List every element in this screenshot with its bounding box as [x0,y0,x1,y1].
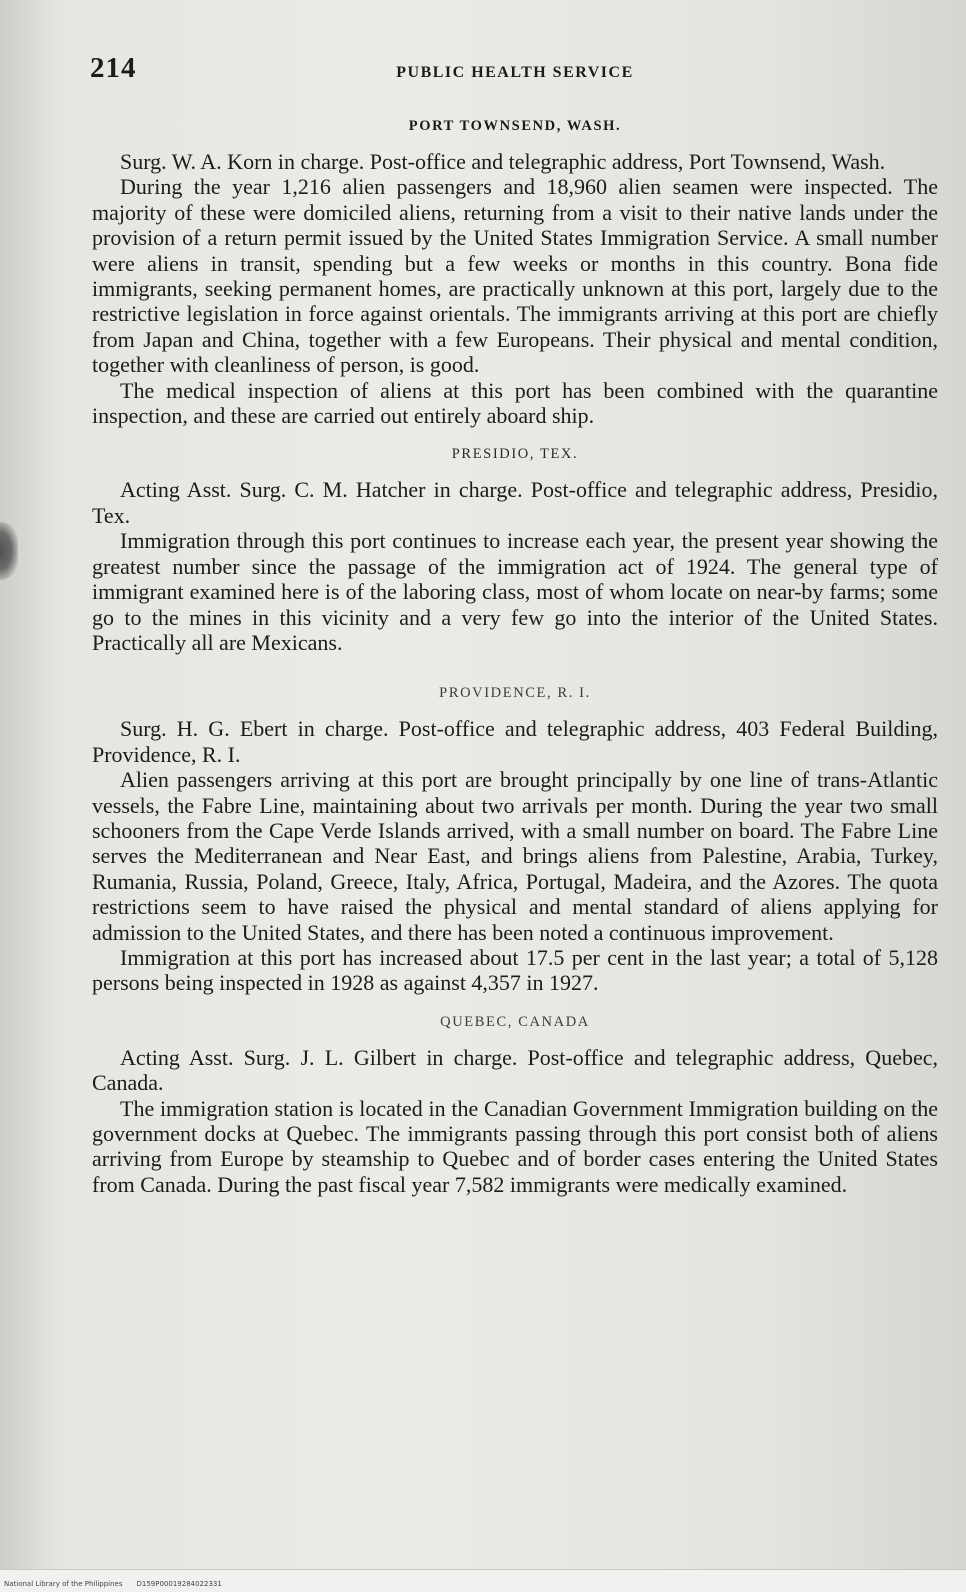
paragraph: Surg. H. G. Ebert in charge. Post-office and telegraphic address, 403 Federal Building, Providence, R. I. [92,716,938,767]
paragraph: The immigration station is located in the Canadian Government Immigration building on the government docks at Quebec. The immigrants passing through this port consist both of aliens arriving from Europe by steamship to Quebec and of border cases entering the United States from Canada. During the past fiscal year 7,582 immigrants were medically examined. [92,1095,938,1197]
section-presidio [92,446,938,655]
scan-footer-text [4,1580,222,1588]
paragraph: Immigration through this port continues to increase each year, the present year showing the greatest number since the passage of the immigration act of 1924. The general type of immigrant examined here is of the laboring class, most of whom locate on near-by farms; some go to the mines in this vicinity and a very few go into the interior of the United States. Practically all are Mexicans. [92,528,938,655]
section-heading: PORT TOWNSEND, WASH. [408,118,622,134]
page-header [90,52,940,92]
section-heading: QUEBEC, CANADA [440,1013,590,1030]
paragraph: Surg. W. A. Korn in charge. Post-office and telegraphic address, Port Townsend, Wash. [120,149,886,174]
section-port-townsend [92,118,938,428]
page-number: 214 [90,52,137,84]
paragraph: Alien passengers arriving at this port are brought principally by one line of trans-Atlantic vessels, the Fabre Line, maintaining about two arrivals per month. During the year two small schooners from the Cape Verde Islands arrived, with a small number on board. The Fabre Line serves the Mediterranean and Near East, and brings aliens from Palestine, Arabia, Turkey, Rumania, Russia, Poland, Greece, Italy, Africa, Portugal, Madeira, and the Azores. The quota restrictions seem to have raised the physical and mental standard of aliens applying for admission to the United States, and there has been noted a continuous improvement. [92,767,938,945]
paragraph: Acting Asst. Surg. J. L. Gilbert in charge. Post-office and telegraphic address, Quebec, Canada. [92,1044,938,1096]
paragraph: Acting Asst. Surg. C. M. Hatcher in charge. Post-office and telegraphic address, Presidio, Tex. [92,477,938,528]
running-head: PUBLIC HEALTH SERVICE [396,64,634,81]
footer-library: National Library of the Philippines [4,1580,123,1588]
paragraph: During the year 1,216 alien passengers and 18,960 alien seamen were inspected. The majority of these were domiciled aliens, returning from a visit to their native lands under the provision of a return permit issued by the United States Immigration Service. A small number were aliens in transit, spending but a few weeks or months in this country. Bona fide immigrants, seeking permanent homes, are practically unknown at this port, largely due to the restrictive legislation in force against orientals. The immigrants arriving at this port are chiefly from Japan and China, together with a few Europeans. Their physical and mental condition, together with cleanliness of person, is good. [92,174,938,378]
paragraph: The medical inspection of aliens at this port has been combined with the quarantine inspection, and these are carried out entirely aboard ship. [92,377,938,429]
section-providence [92,685,938,995]
page-content [92,118,938,1215]
footer-code: D159P00019284022331 [136,1580,222,1588]
section-heading: PRESIDIO, TEX. [451,446,579,463]
section-quebec [92,1014,938,1197]
paragraph: Immigration at this port has increased about 17.5 per cent in the last year; a total of 5,128 persons being inspected in 1928 as against 4,357 in 1927. [92,944,938,996]
binding-smudge [0,522,18,580]
section-heading: PROVIDENCE, R. I. [439,685,591,702]
scan-footer [0,1569,966,1592]
